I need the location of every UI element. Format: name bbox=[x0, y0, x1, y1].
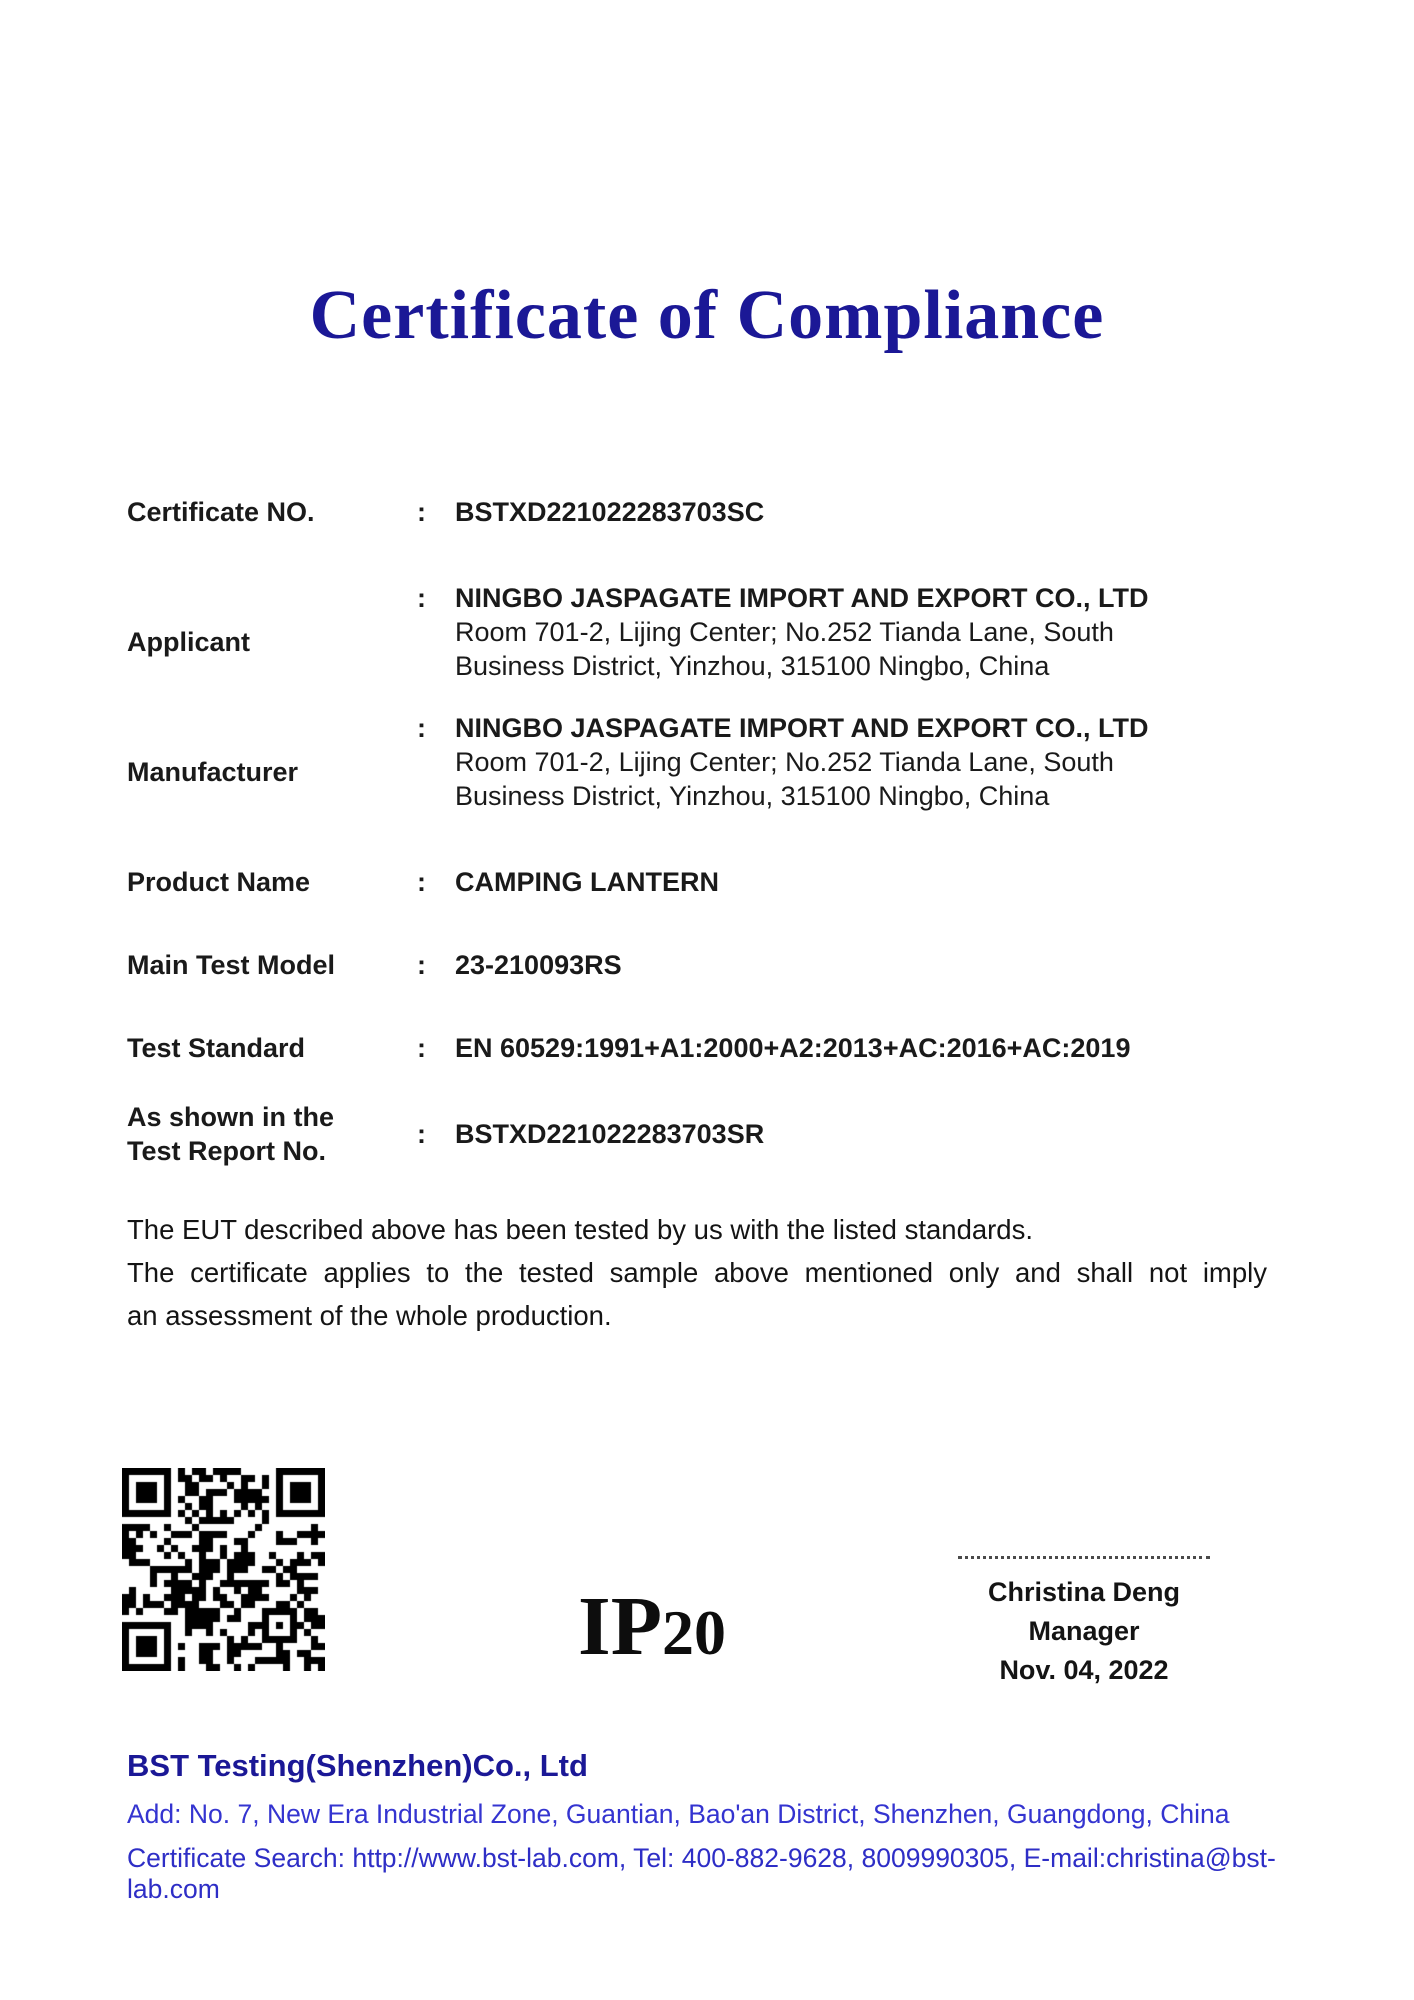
certificate-no-label: Certificate NO. bbox=[127, 497, 315, 527]
certificate-fields bbox=[127, 495, 1272, 1168]
product-name-value: CAMPING LANTERN bbox=[455, 867, 719, 897]
colon-separator: : bbox=[417, 713, 426, 743]
page-title: Certificate of Compliance bbox=[309, 277, 1105, 354]
colon-separator: : bbox=[417, 949, 426, 980]
row-certificate-no bbox=[127, 495, 1272, 529]
colon-separator: : bbox=[417, 866, 426, 897]
applicant-company: NINGBO JASPAGATE IMPORT AND EXPORT CO., LTD bbox=[455, 583, 1149, 613]
test-standard-value: EN 60529:1991+A1:2000+A2:2013+AC:2016+AC:2019 bbox=[455, 1033, 1131, 1063]
signer-name: Christina Deng bbox=[987, 1577, 1181, 1607]
certificate-no-value: BSTXD221022283703SC bbox=[455, 497, 765, 527]
lab-contact-info: Certificate Search: http://www.bst-lab.com, Tel: 400-882-9628, 8009990305, E-mail:christina@bst-lab.com bbox=[127, 1843, 1276, 1904]
ip-rating-prefix: IP bbox=[578, 1580, 662, 1673]
colon-separator: : bbox=[417, 496, 426, 527]
test-report-label-line2: Test Report No. bbox=[127, 1136, 327, 1166]
lab-address: Add: No. 7, New Era Industrial Zone, Guantian, Bao'an District, Shenzhen, Guangdong, China bbox=[127, 1799, 1230, 1829]
row-product-name bbox=[127, 865, 1272, 899]
colon-separator: : bbox=[417, 1118, 426, 1149]
lab-company-name: BST Testing(Shenzhen)Co., Ltd bbox=[127, 1748, 588, 1783]
manufacturer-address-line2: Business District, Yinzhou, 315100 Ningbo, China bbox=[455, 781, 1050, 811]
manufacturer-company: NINGBO JASPAGATE IMPORT AND EXPORT CO., LTD bbox=[455, 713, 1149, 743]
signature-dotted-line bbox=[958, 1556, 1210, 1559]
compliance-statement bbox=[127, 1208, 1267, 1337]
main-test-model-value: 23-210093RS bbox=[455, 950, 622, 980]
manufacturer-value bbox=[455, 711, 1272, 813]
row-main-test-model bbox=[127, 948, 1272, 982]
test-report-value: BSTXD221022283703SR bbox=[455, 1119, 765, 1149]
product-name-label: Product Name bbox=[127, 867, 311, 897]
footer bbox=[127, 1748, 1327, 1905]
row-manufacturer bbox=[127, 711, 1272, 813]
row-test-standard bbox=[127, 1031, 1272, 1065]
ip-rating bbox=[578, 1578, 726, 1675]
manufacturer-address-line1: Room 701-2, Lijing Center; No.252 Tianda Lane, South bbox=[455, 747, 1114, 777]
statement-line1: The EUT described above has been tested by us with the listed standards. bbox=[127, 1214, 1033, 1245]
colon-separator: : bbox=[417, 583, 426, 613]
applicant-label: Applicant bbox=[127, 627, 251, 657]
colon-separator: : bbox=[417, 1032, 426, 1063]
main-test-model-label: Main Test Model bbox=[127, 950, 336, 980]
applicant-value bbox=[455, 581, 1272, 683]
manufacturer-label: Manufacturer bbox=[127, 757, 299, 787]
applicant-address-line1: Room 701-2, Lijing Center; No.252 Tianda Lane, South bbox=[455, 617, 1114, 647]
bottom-section bbox=[0, 1460, 1414, 1700]
ip-rating-digits: 20 bbox=[662, 1597, 726, 1668]
row-applicant bbox=[127, 581, 1272, 683]
signature-block bbox=[958, 1556, 1210, 1690]
statement-line2: The certificate applies to the tested sample above mentioned only and shall not imply bbox=[127, 1257, 1267, 1288]
test-standard-label: Test Standard bbox=[127, 1033, 306, 1063]
statement-line3: an assessment of the whole production. bbox=[127, 1300, 612, 1331]
test-report-label-line1: As shown in the bbox=[127, 1102, 335, 1132]
qr-code bbox=[122, 1468, 325, 1671]
applicant-address-line2: Business District, Yinzhou, 315100 Ningbo, China bbox=[455, 651, 1050, 681]
signer-title: Manager bbox=[1028, 1616, 1140, 1646]
signature-date: Nov. 04, 2022 bbox=[999, 1655, 1169, 1685]
test-report-label bbox=[127, 1100, 417, 1168]
row-test-report-no bbox=[127, 1100, 1272, 1168]
